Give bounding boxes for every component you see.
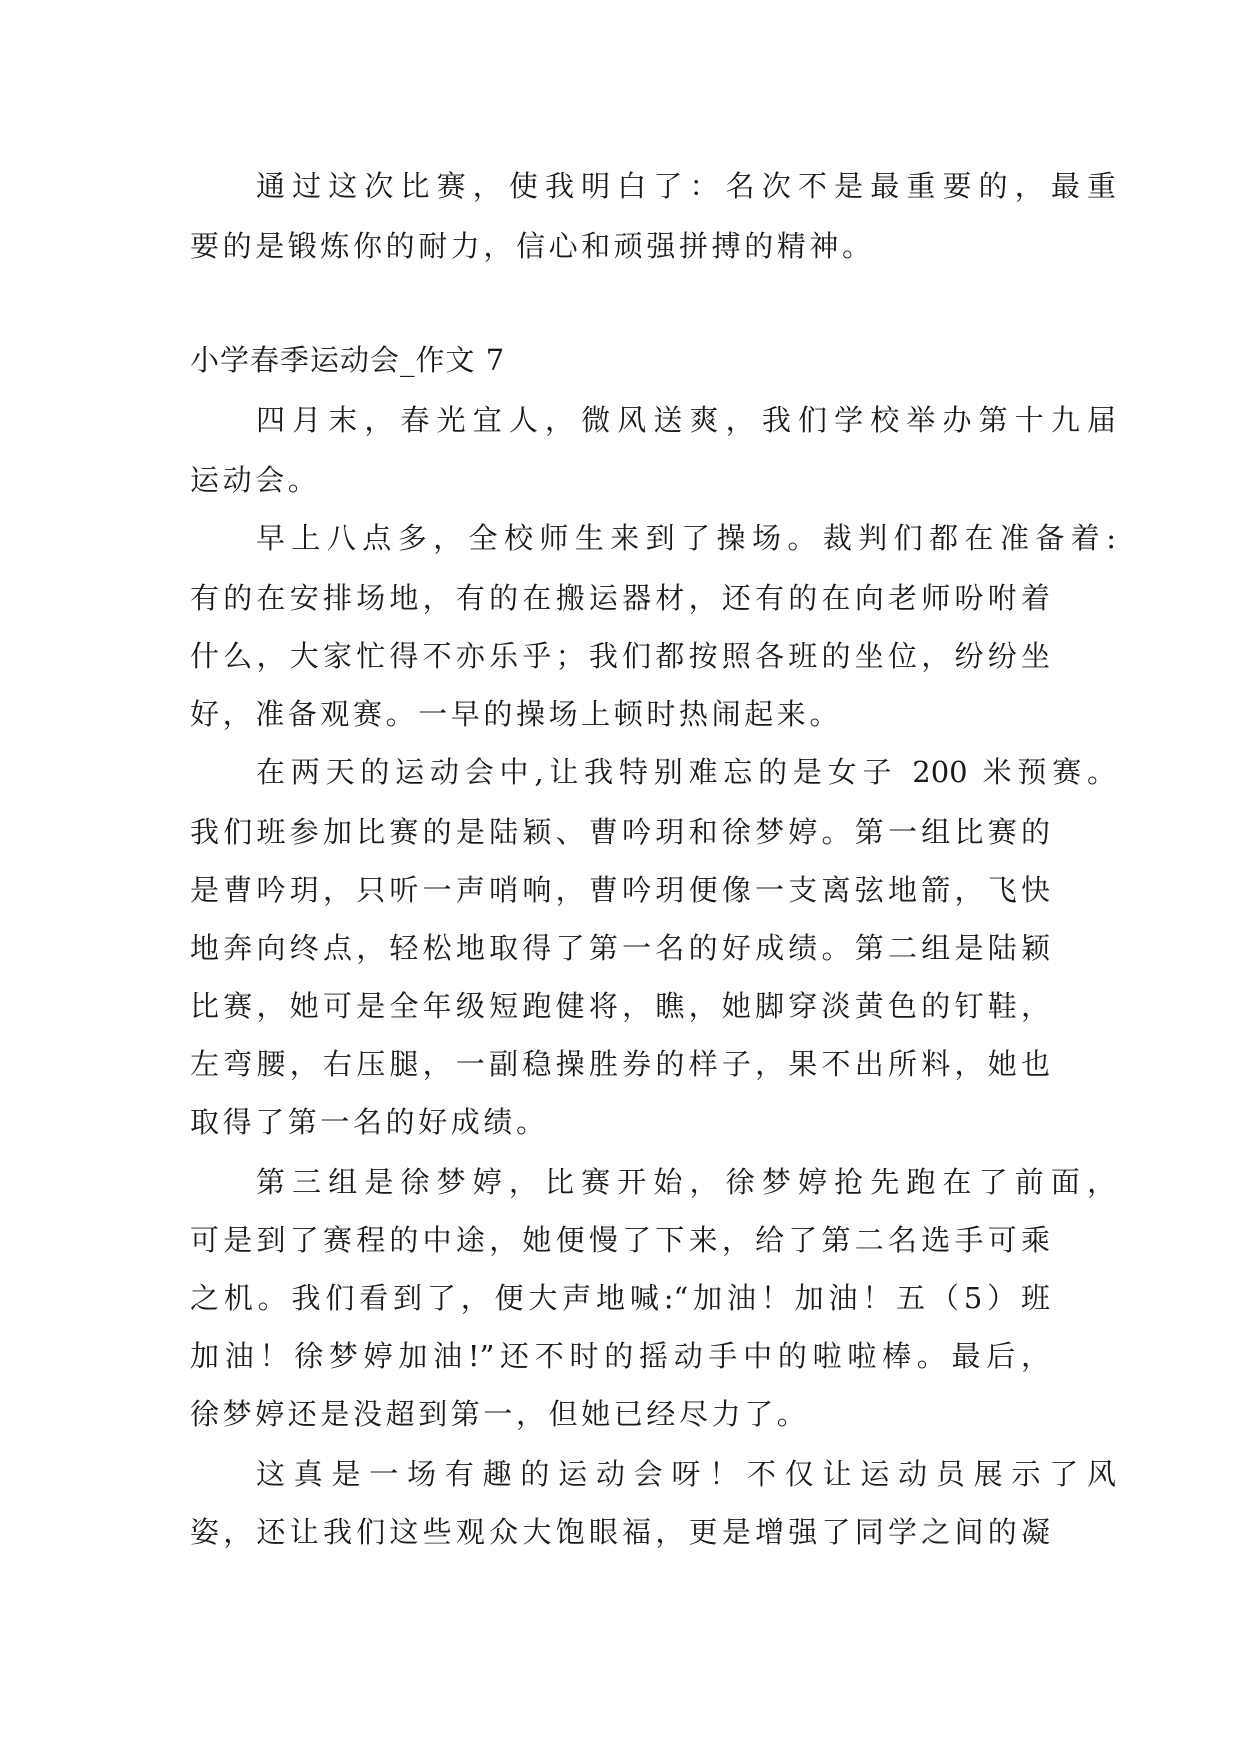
paragraph-line: 我们班参加比赛的是陆颖、曹吟玥和徐梦婷。第一组比赛的 <box>190 815 1050 849</box>
paragraph-line: 早上八点多，全校师生来到了操场。裁判们都在准备着: <box>256 521 1116 555</box>
paragraph-line: 姿，还让我们这些观众大饱眼福，更是增强了同学之间的凝 <box>190 1515 1050 1549</box>
paragraph-line: 第三组是徐梦婷，比赛开始，徐梦婷抢先跑在了前面， <box>256 1165 1116 1199</box>
section-heading: 小学春季运动会_作文 7 <box>190 343 506 377</box>
paragraph-line: 这真是一场有趣的运动会呀！不仅让运动员展示了风 <box>256 1457 1116 1491</box>
paragraph-line: 要的是锻炼你的耐力，信心和顽强拼搏的精神。 <box>190 229 875 263</box>
paragraph-line: 通过这次比赛，使我明白了：名次不是最重要的，最重 <box>256 169 1116 203</box>
paragraph-line: 地奔向终点，轻松地取得了第一名的好成绩。第二组是陆颖 <box>190 931 1050 965</box>
paragraph-line: 取得了第一名的好成绩。 <box>190 1105 549 1139</box>
paragraph-line: 比赛，她可是全年级短跑健将，瞧，她脚穿淡黄色的钉鞋， <box>190 989 1050 1023</box>
paragraph-line: 四月末，春光宜人，微风送爽，我们学校举办第十九届 <box>256 403 1116 437</box>
paragraph-line: 可是到了赛程的中途，她便慢了下来，给了第二名选手可乘 <box>190 1223 1050 1257</box>
paragraph-line: 有的在安排场地，有的在搬运器材，还有的在向老师吩咐着 <box>190 581 1050 615</box>
paragraph-line: 之机。我们看到了，便大声地喊:“加油！加油！五（5）班 <box>190 1281 1050 1315</box>
paragraph-line: 徐梦婷还是没超到第一，但她已经尽力了。 <box>190 1397 810 1431</box>
paragraph-line: 加油！徐梦婷加油!”还不时的摇动手中的啦啦棒。最后， <box>190 1339 1050 1373</box>
paragraph-line: 运动会。 <box>190 463 321 497</box>
paragraph-line: 好，准备观赛。一早的操场上顿时热闹起来。 <box>190 697 843 731</box>
paragraph-line: 是曹吟玥，只听一声哨响，曹吟玥便像一支离弦地箭，飞快 <box>190 873 1050 907</box>
paragraph-line: 左弯腰，右压腿，一副稳操胜券的样子，果不出所料，她也 <box>190 1047 1050 1081</box>
paragraph-line: 在两天的运动会中,让我特别难忘的是女子 200 米预赛。 <box>256 755 1116 789</box>
paragraph-line: 什么，大家忙得不亦乐乎；我们都按照各班的坐位，纷纷坐 <box>190 639 1050 673</box>
